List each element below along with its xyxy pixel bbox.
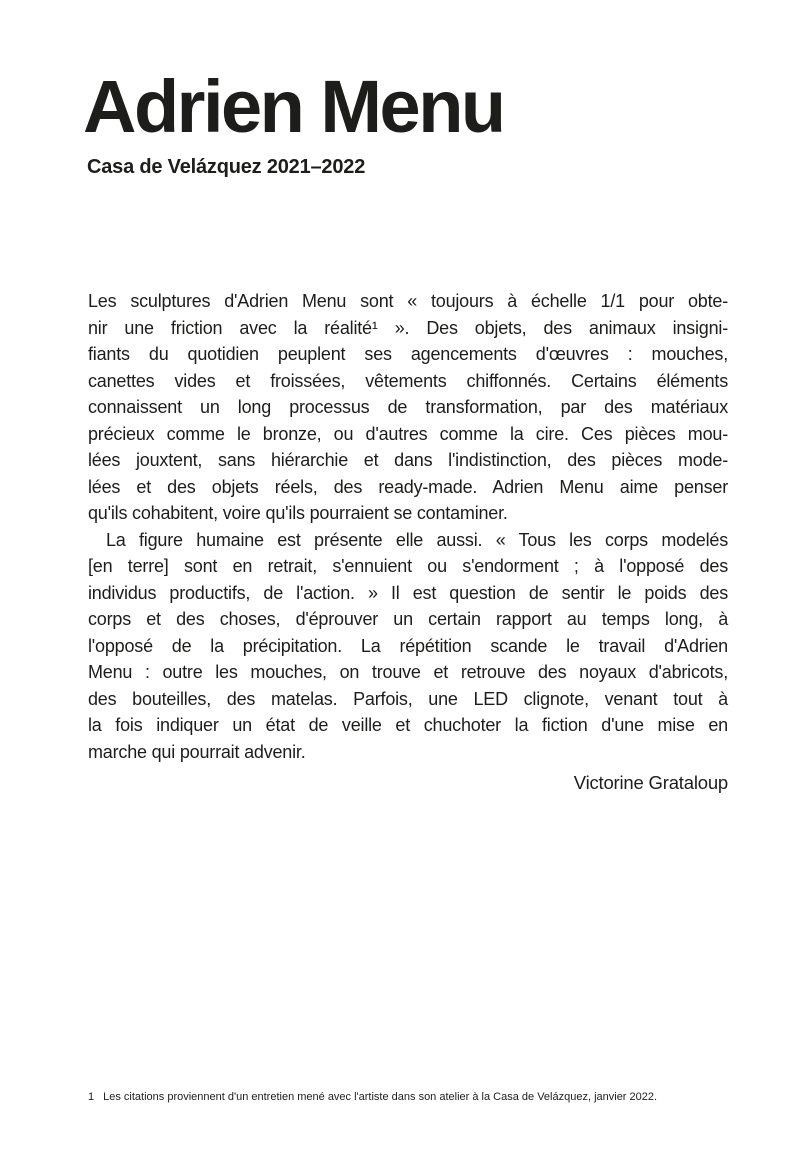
footnote-text: Les citations proviennent d'un entretien mené avec l'artiste dans son atelier à la Casa de Velázquez, janvier 2022. — [103, 1091, 658, 1103]
text-line: marche qui pourrait advenir. — [88, 741, 306, 762]
text-line: nir une friction avec la réalité¹ ». Des objets, des animaux insigni- — [88, 317, 728, 338]
author-name: Victorine Grataloup — [573, 772, 728, 793]
text-line: lées et des objets réels, des ready-made. Adrien Menu aime penser — [88, 476, 728, 497]
text-line: canettes vides et froissées, vêtements chiffonnés. Certains éléments — [88, 370, 728, 391]
paragraph-2 — [88, 527, 728, 766]
text-line: connaissent un long processus de transformation, par des matériaux — [88, 397, 728, 417]
text-line: précieux comme le bronze, ou d'autres comme la cire. Ces pièces mou- — [88, 423, 728, 444]
text-line: [en terre] sont en retrait, s'ennuient ou s'endorment ; à l'opposé des — [88, 556, 728, 576]
footnote — [88, 1090, 738, 1104]
text-line: individus productifs, de l'action. » Il est question de sentir le poids des — [88, 582, 728, 603]
text-line: l'opposé de la précipitation. La répétition scande le travail d'Adrien — [88, 635, 728, 656]
text-line: des bouteilles, des matelas. Parfois, une LED clignote, venant tout à — [88, 688, 728, 709]
text-line: lées jouxtent, sans hiérarchie et dans l'indistinction, des pièces mode- — [88, 450, 728, 470]
text-line: Les sculptures d'Adrien Menu sont « toujours à échelle 1/1 pour obte- — [88, 291, 728, 311]
footnote-number: 1 — [88, 1091, 95, 1103]
essay-text — [88, 288, 728, 797]
text-line: qu'ils cohabitent, voire qu'ils pourraient se contaminer. — [88, 503, 508, 523]
text-line: La figure humaine est présente elle aussi. « Tous les corps modelés — [106, 529, 728, 550]
text-line: Menu : outre les mouches, on trouve et retrouve des noyaux d'abricots, — [88, 662, 728, 682]
text-line: fiants du quotidien peuplent ses agencements d'œuvres : mouches, — [88, 344, 728, 364]
page-subtitle: Casa de Velázquez 2021–2022 — [87, 156, 366, 178]
text-line: corps et des choses, d'éprouver un certain rapport au temps long, à — [88, 609, 728, 629]
page-title: Adrien Menu — [83, 65, 504, 148]
paragraph-1 — [88, 288, 728, 527]
text-line: la fois indiquer un état de veille et chuchoter la fiction d'une mise en — [88, 715, 728, 735]
